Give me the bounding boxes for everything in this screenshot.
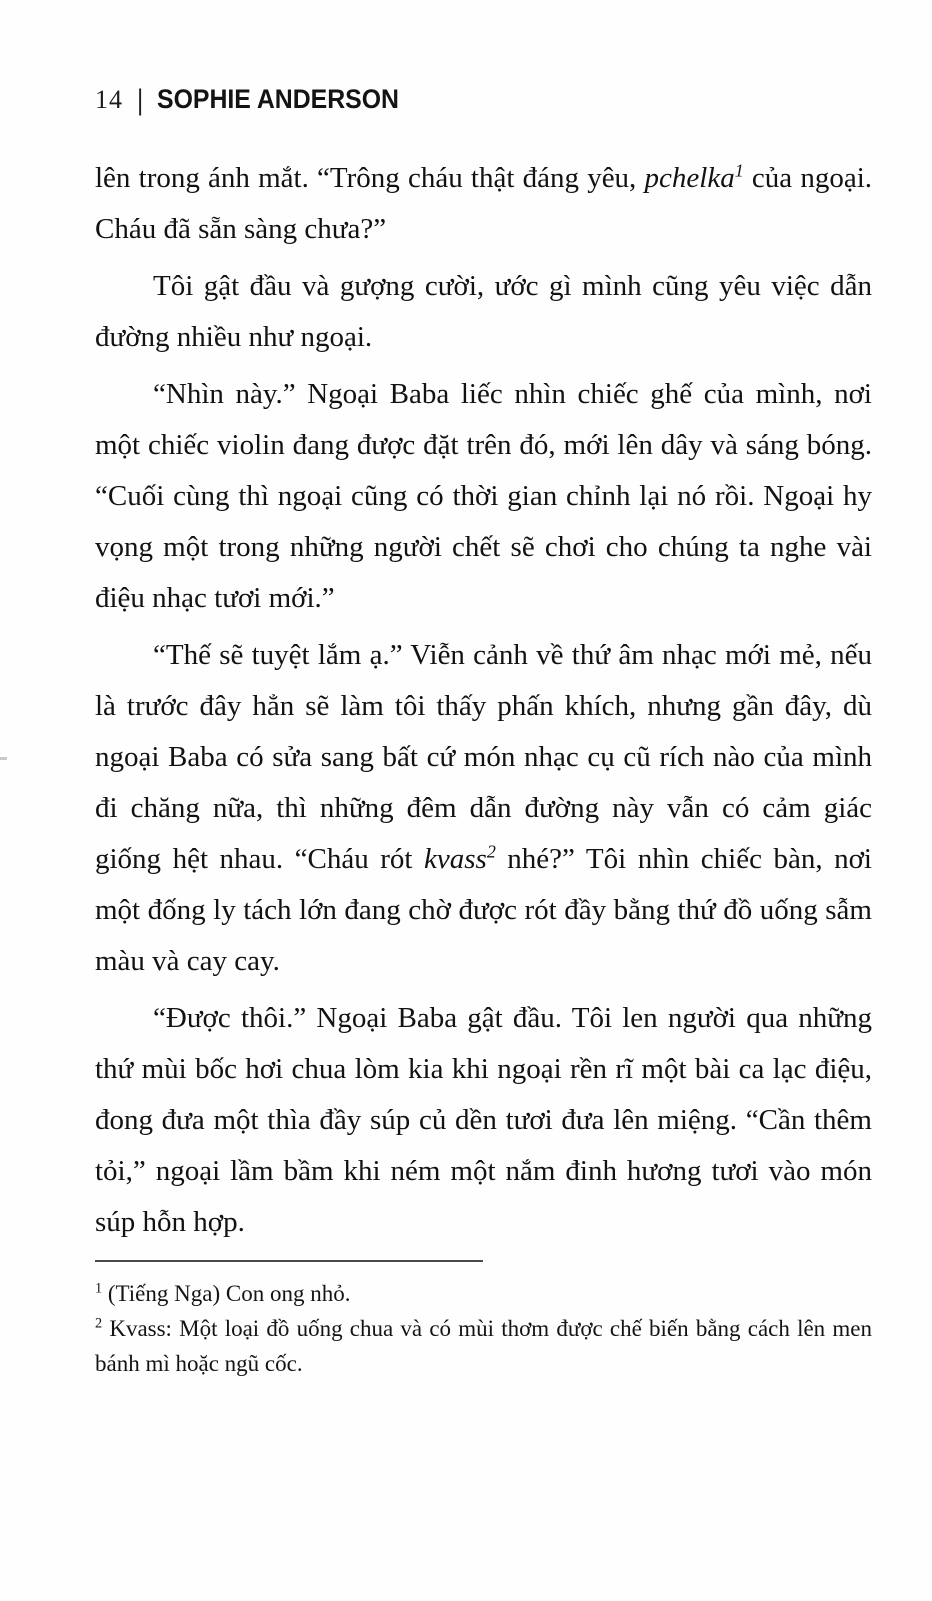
scan-artifact — [0, 757, 7, 760]
italic-term-text: kvass — [423, 843, 487, 875]
paragraph — [95, 261, 872, 363]
header-separator: | — [137, 84, 144, 117]
footnote-marker: 1 — [95, 1280, 103, 1297]
paragraph-text: Tôi gật đầu và gượng cười, ước gì mình cũng yêu việc dẫn đường nhiều như ngoại. — [95, 270, 872, 353]
page-number: 14 — [95, 85, 123, 114]
paragraph — [95, 993, 872, 1248]
italic-term-text: pchelka — [644, 162, 735, 194]
running-title: SOPHIE ANDERSON — [157, 84, 400, 114]
paragraph-text: “Được thôi.” Ngoại Baba gật đầu. Tôi len người qua những thứ mùi bốc hơi chua lòm kia khi ngoại rền rĩ một bài ca lạc điệu, đong đưa một thìa đầy súp củ dền tươi đưa lên miệng. “Cần thêm tỏi,” ngoại lầm bầm khi ném một nắm đinh hương tươi vào món súp hỗn hợp. — [95, 1002, 872, 1238]
body-text — [95, 153, 872, 1248]
paragraph — [95, 369, 872, 624]
footnote-marker: 2 — [95, 1315, 103, 1332]
italic-term-pchelka — [645, 162, 744, 194]
footnote-separator — [95, 1260, 483, 1262]
italic-term-kvass — [424, 843, 496, 875]
paragraph-text: “Nhìn này.” Ngoại Baba liếc nhìn chiếc ghế của mình, nơi một chiếc violin đang được đặt trên đó, mới lên dây và sáng bóng. “Cuối cùng thì ngoại cũng có thời gian chỉnh lại nó rồi. Ngoại hy vọng một trong những người chết sẽ chơi cho chúng ta nghe vài điệu nhạc tươi mới.” — [95, 378, 872, 614]
footnote-ref-2: 2 — [486, 841, 496, 862]
page-header — [95, 0, 872, 115]
footnote — [95, 1311, 872, 1381]
paragraph — [95, 630, 872, 987]
footnote — [95, 1276, 872, 1311]
footnotes-section — [95, 1260, 872, 1381]
footnote-text: Kvass: Một loại đồ uống chua và có mùi thơm được chế biến bằng cách lên men bánh mì hoặc ngũ cốc. — [95, 1316, 872, 1376]
paragraph-text: của ngoại. Cháu đã sẵn sàng chưa?” — [95, 162, 872, 245]
paragraph-text: “Thế sẽ tuyệt lắm ạ.” Viễn cảnh về thứ âm nhạc mới mẻ, nếu là trước đây hẳn sẽ làm tôi thấy phấn khích, nhưng gần đây, dù ngoại Baba có sửa sang bất cứ món nhạc cụ cũ rích nào của mình đi chăng nữa, thì những đêm dẫn đường này vẫn có cảm giác giống hệt nhau. “Cháu rót — [95, 639, 872, 875]
paragraph-text: lên trong ánh mắt. “Trông cháu thật đáng yêu, — [95, 162, 645, 194]
footnote-ref-1: 1 — [734, 160, 744, 181]
paragraph-text: nhé?” Tôi nhìn chiếc bàn, nơi một đống ly tách lớn đang chờ được rót đầy bằng thứ đồ uống sẫm màu và cay cay. — [95, 843, 872, 977]
paragraph — [95, 153, 872, 255]
footnote-text: (Tiếng Nga) Con ong nhỏ. — [102, 1281, 351, 1306]
